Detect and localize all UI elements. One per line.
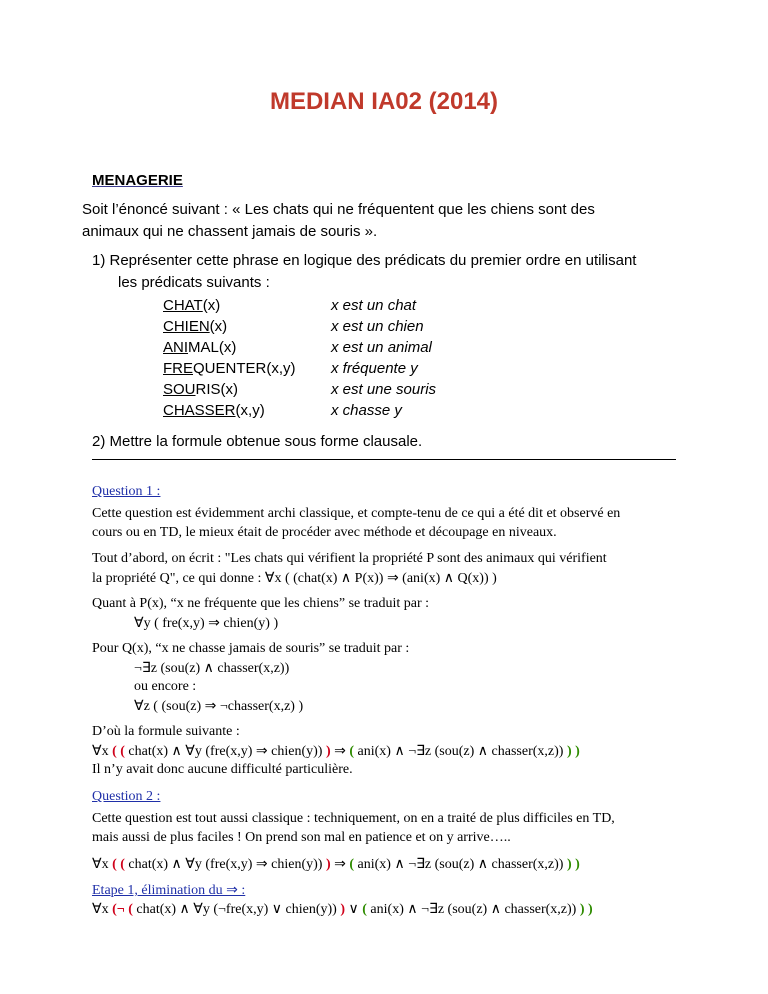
predicate-name: FREQUENTER(x,y) bbox=[163, 360, 296, 377]
answer-1-paragraph-line: Pour Q(x), “x ne chasse jamais de souris” se traduit par : bbox=[92, 641, 410, 656]
section-heading: MENAGERIE bbox=[92, 172, 183, 189]
question-1-line-1: 1) Représenter cette phrase en logique des prédicats du premier ordre en utilisant bbox=[92, 252, 637, 269]
answer-1-paragraph-line: Quant à P(x), “x ne fréquente que les chiens” se traduit par : bbox=[92, 596, 430, 611]
answer-2-paragraph-line: mais aussi de plus faciles ! On prend son mal en patience et on y arrive….. bbox=[92, 830, 511, 845]
answer-1-paragraph-line: Il n’y avait donc aucune difficulté particulière. bbox=[92, 762, 353, 777]
predicate-name: ANIMAL(x) bbox=[163, 339, 237, 356]
answer-1-paragraph-line: Tout d’abord, on écrit : "Les chats qui vérifient la propriété P sont des animaux qui vérifient bbox=[92, 551, 607, 566]
answer-1-formula-line: ∀z ( (sou(z) ⇒ ¬chasser(x,z) ) bbox=[134, 699, 304, 714]
answer-2-paragraph-line: Cette question est tout aussi classique : techniquement, on en a traité de plus difficiles en TD, bbox=[92, 811, 615, 826]
answer-1-formula-line: ∀y ( fre(x,y) ⇒ chien(y) ) bbox=[134, 616, 279, 631]
answer-1-paragraph-line: Cette question est évidemment archi classique, et compte-tenu de ce qui a été dit et observé en bbox=[92, 506, 621, 521]
predicate-meaning: x est un chat bbox=[331, 297, 417, 314]
question-1-line-2: les prédicats suivants : bbox=[118, 274, 270, 291]
predicate-name: CHAT(x) bbox=[163, 297, 221, 314]
predicate-meaning: x chasse y bbox=[331, 402, 402, 419]
predicate-name: CHIEN(x) bbox=[163, 318, 228, 335]
predicate-meaning: x est une souris bbox=[331, 381, 437, 398]
answer-1-final-formula: ∀x ( ( chat(x) ∧ ∀y (fre(x,y) ⇒ chien(y)) ) ⇒ ( ani(x) ∧ ¬∃z (sou(z) ∧ chasser(x,z)) ) ) bbox=[92, 744, 580, 759]
statement-line-2: animaux qui ne chassent jamais de souris ». bbox=[82, 223, 378, 240]
answer-1-heading: Question 1 : bbox=[92, 484, 161, 499]
question-2-text: 2) Mettre la formule obtenue sous forme clausale. bbox=[92, 433, 423, 450]
answer-1-formula-line: la propriété Q", ce qui donne : ∀x ( (chat(x) ∧ P(x)) ⇒ (ani(x) ∧ Q(x)) ) bbox=[92, 571, 497, 586]
answer-2-formula: ∀x ( ( chat(x) ∧ ∀y (fre(x,y) ⇒ chien(y)) ) ⇒ ( ani(x) ∧ ¬∃z (sou(z) ∧ chasser(x,z)) ) ) bbox=[92, 857, 580, 872]
predicate-name: SOURIS(x) bbox=[163, 381, 239, 398]
predicate-meaning: x fréquente y bbox=[331, 360, 418, 377]
horizontal-divider bbox=[92, 459, 676, 460]
answer-1-paragraph-line: cours ou en TD, le mieux était de procéder avec méthode et découpage en niveaux. bbox=[92, 525, 557, 540]
page-title: MEDIAN IA02 (2014) bbox=[269, 88, 499, 115]
answer-1-paragraph-line: ou encore : bbox=[134, 679, 197, 694]
statement-line-1: Soit l’énoncé suivant : « Les chats qui ne fréquentent que les chiens sont des bbox=[82, 201, 595, 218]
answer-1-paragraph-line: D’où la formule suivante : bbox=[92, 724, 240, 739]
predicate-name: CHASSER(x,y) bbox=[163, 402, 265, 419]
answer-1-formula-line: ¬∃z (sou(z) ∧ chasser(x,z)) bbox=[134, 661, 290, 676]
answer-2-heading: Question 2 : bbox=[92, 789, 161, 804]
step-1-heading: Etape 1, élimination du ⇒ : bbox=[92, 883, 246, 898]
predicate-meaning: x est un chien bbox=[331, 318, 424, 335]
step-1-formula: ∀x (¬ ( chat(x) ∧ ∀y (¬fre(x,y) ∨ chien(y)) ) ∨ ( ani(x) ∧ ¬∃z (sou(z) ∧ chasser(x,z)) ) ) bbox=[92, 902, 593, 917]
predicate-meaning: x est un animal bbox=[331, 339, 432, 356]
